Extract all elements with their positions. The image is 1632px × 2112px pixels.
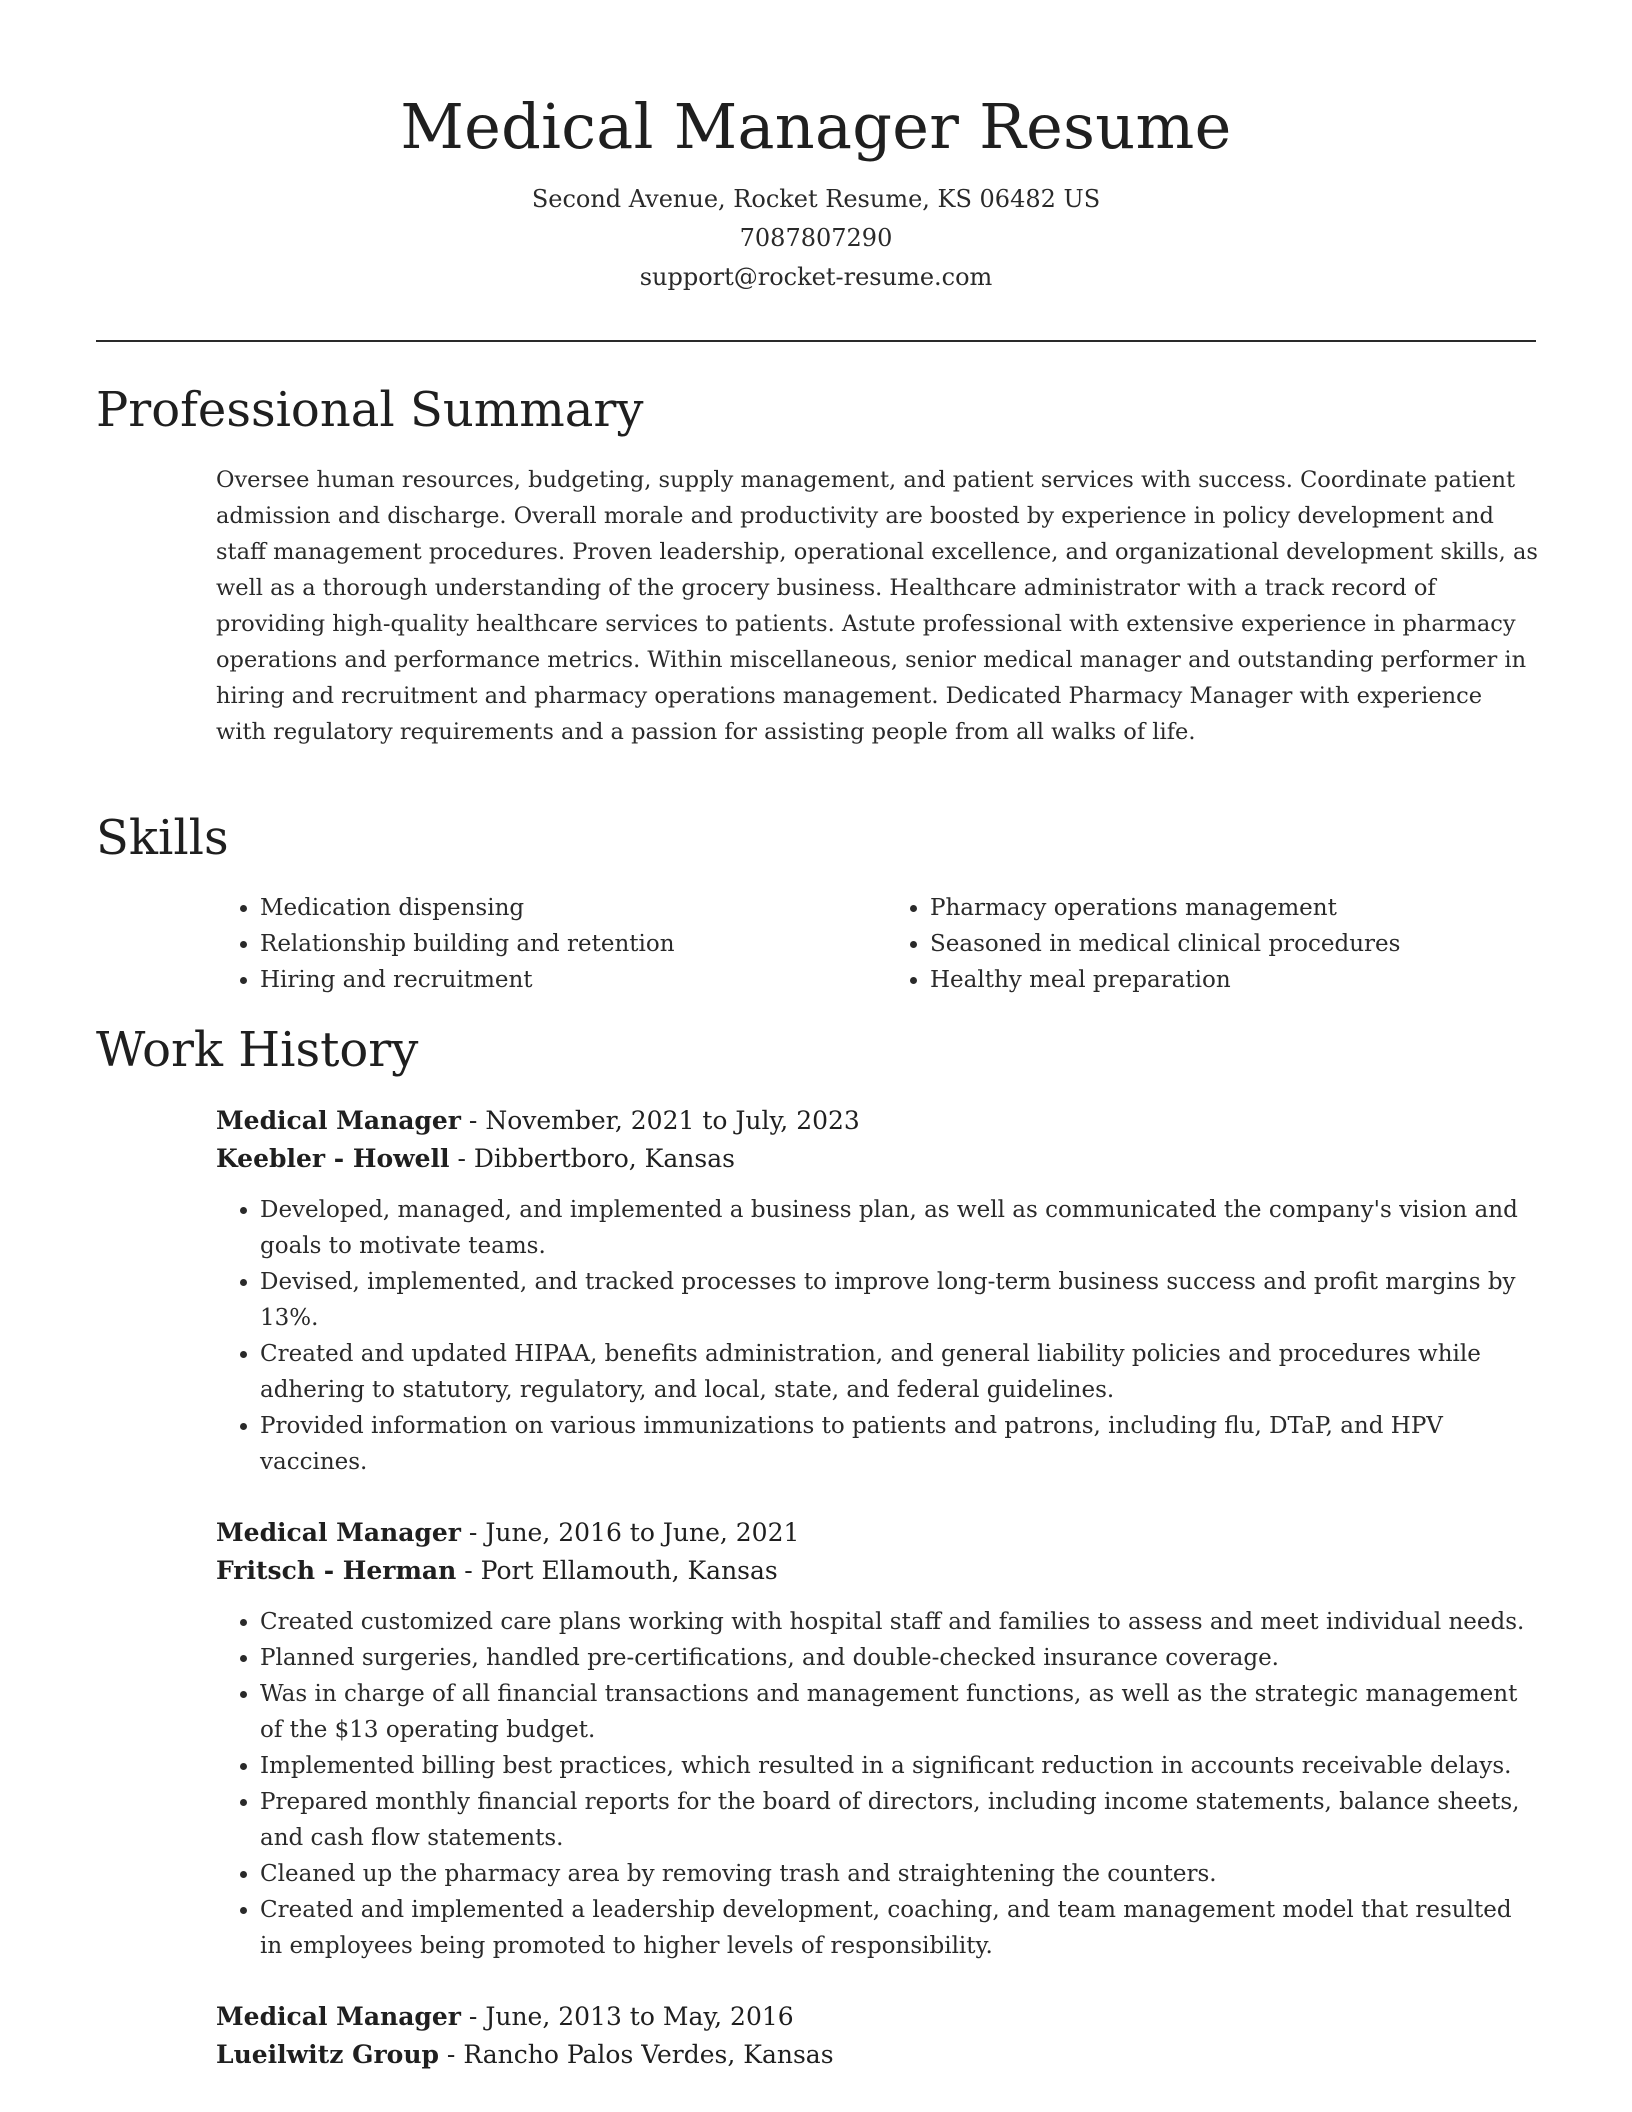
skill-item: • Hiring and recruitment: [260, 962, 866, 998]
job-entry: [216, 1102, 1538, 1480]
skills-heading: Skills: [96, 810, 229, 866]
contact-info: [0, 180, 1632, 297]
job-title: Medical Manager: [216, 2002, 461, 2031]
summary-text: Oversee human resources, budgeting, supply management, and patient services with success. Coordinate patient admission and discharge. Overall morale and productivity are boosted by experience in policy development and staff management procedures. Proven leadership, operational excellence, and organizational development skills, as well as a thorough understanding of the grocery business. Healthcare administrator with a track record of providing high-quality healthcare services to patients. Astute professional with extensive experience in pharmacy operations and performance metrics. Within miscellaneous, senior medical manager and outstanding performer in hiring and recruitment and pharmacy operations management. Dedicated Pharmacy Manager with experience with regulatory requirements and a passion for assisting people from all walks of life.: [216, 467, 1538, 745]
job-duty: • Provided information on various immunizations to patients and patrons, including flu, DTaP, and HPV vaccines.: [260, 1408, 1538, 1480]
resume-title: Medical Manager Resume: [400, 90, 1232, 163]
summary-heading: Professional Summary: [96, 382, 644, 438]
job-company: Fritsch - Herman: [216, 1556, 457, 1585]
job-duty: • Devised, implemented, and tracked processes to improve long-term business success and profit margins by 13%.: [260, 1264, 1538, 1336]
job-duties: [216, 1604, 1538, 1964]
job-duty: • Created and updated HIPAA, benefits administration, and general liability policies and procedures while adhering to statutory, regulatory, and local, state, and federal guidelines.: [260, 1336, 1538, 1408]
job-duty: • Created customized care plans working with hospital staff and families to assess and meet individual needs.: [260, 1604, 1538, 1640]
job-duty: • Planned surgeries, handled pre-certifications, and double-checked insurance coverage.: [260, 1640, 1538, 1676]
job-duty: • Was in charge of all financial transactions and management functions, as well as the strategic management of the $13 operating budget.: [260, 1676, 1538, 1748]
skill-item: • Healthy meal preparation: [930, 962, 1536, 998]
skill-item: • Medication dispensing: [260, 890, 866, 926]
job-duty: • Cleaned up the pharmacy area by removing trash and straightening the counters.: [260, 1856, 1538, 1892]
skills-column-right: [886, 890, 1536, 998]
job-title: Medical Manager: [216, 1106, 461, 1135]
job-title-line: [216, 1102, 1538, 1140]
work-history-heading: Work History: [96, 1022, 419, 1078]
skills-list: [216, 890, 1536, 998]
resume-header: [0, 88, 1632, 297]
job-company-line: [216, 2036, 1538, 2074]
contact-phone: 7087807290: [739, 224, 893, 252]
job-location: - Port Ellamouth, Kansas: [456, 1556, 778, 1585]
job-duty: • Implemented billing best practices, which resulted in a significant reduction in accounts receivable delays.: [260, 1748, 1538, 1784]
job-dates: - June, 2016 to June, 2021: [460, 1518, 800, 1547]
skill-item: • Relationship building and retention: [260, 926, 866, 962]
job-company-line: [216, 1140, 1538, 1178]
job-entry: [216, 1514, 1538, 1964]
contact-address: Second Avenue, Rocket Resume, KS 06482 US: [531, 185, 1101, 213]
job-dates: - November, 2021 to July, 2023: [460, 1106, 860, 1135]
skill-item: • Pharmacy operations management: [930, 890, 1536, 926]
job-company: Lueilwitz Group: [216, 2040, 439, 2069]
skills-column-left: [216, 890, 866, 998]
skill-item: • Seasoned in medical clinical procedures: [930, 926, 1536, 962]
job-duty: • Prepared monthly financial reports for the board of directors, including income statements, balance sheets, and cash flow statements.: [260, 1784, 1538, 1856]
job-company: Keebler - Howell: [216, 1144, 450, 1173]
job-location: - Dibbertboro, Kansas: [449, 1144, 735, 1173]
job-title-line: [216, 1514, 1538, 1552]
contact-email: support@rocket-resume.com: [639, 263, 993, 291]
job-duty: • Created and implemented a leadership development, coaching, and team management model that resulted in employees being promoted to higher levels of responsibility.: [260, 1892, 1538, 1964]
job-duties: [216, 1192, 1538, 1480]
job-title-line: [216, 1998, 1538, 2036]
job-dates: - June, 2013 to May, 2016: [460, 2002, 794, 2031]
work-history-list: [216, 1102, 1538, 2108]
header-divider: [96, 340, 1536, 342]
job-title: Medical Manager: [216, 1518, 461, 1547]
job-company-line: [216, 1552, 1538, 1590]
job-duty: • Developed, managed, and implemented a business plan, as well as communicated the company's vision and goals to motivate teams.: [260, 1192, 1538, 1264]
job-location: - Rancho Palos Verdes, Kansas: [438, 2040, 834, 2069]
job-entry: [216, 1998, 1538, 2074]
